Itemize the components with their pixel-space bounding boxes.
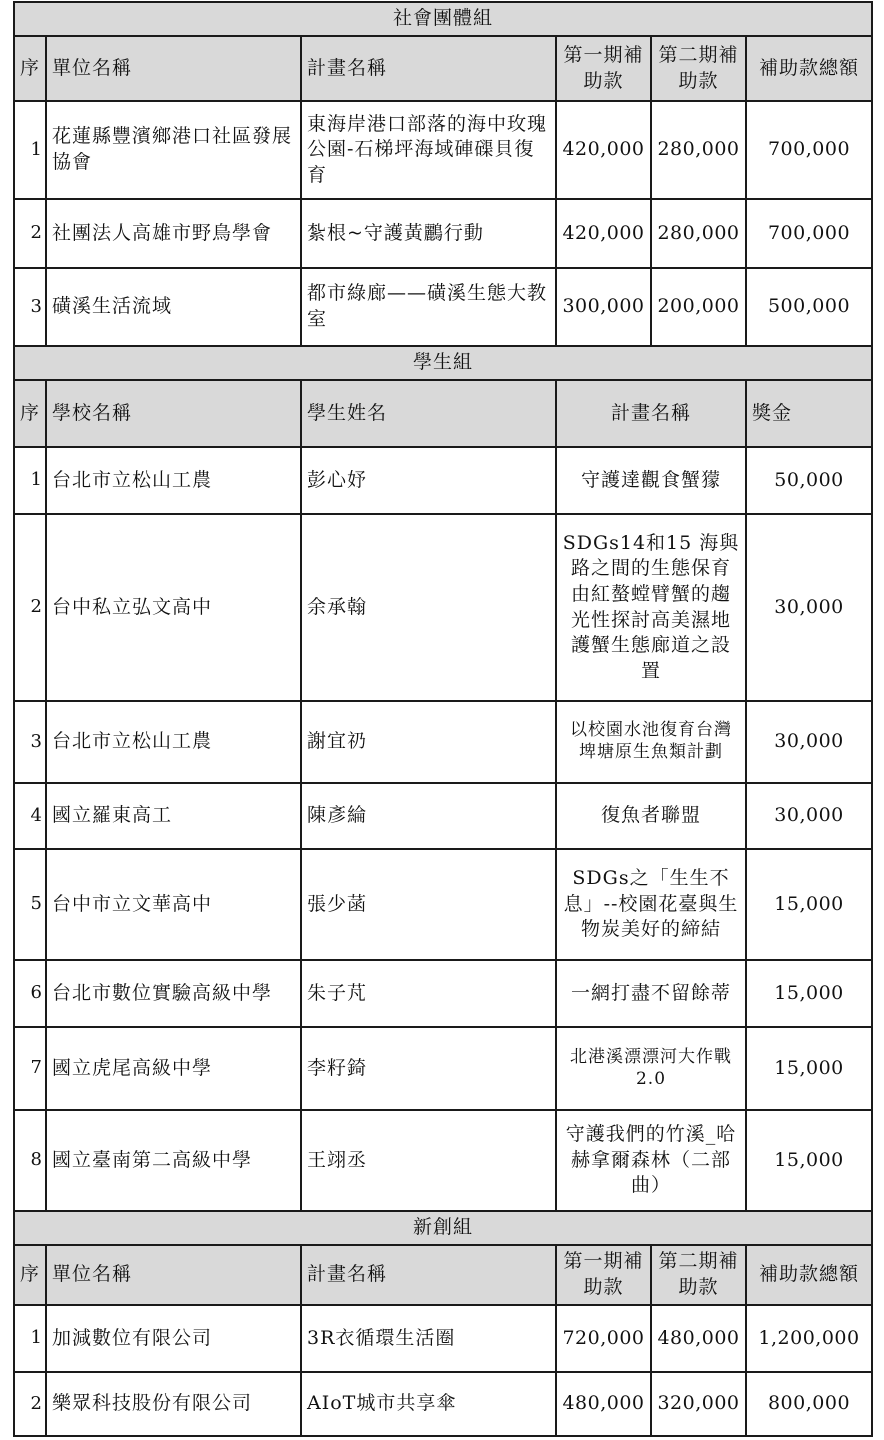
row-no: 1	[14, 101, 46, 199]
row-first: 480,000	[556, 1372, 651, 1436]
row-prize: 15,000	[746, 1110, 872, 1211]
row-school: 國立羅東高工	[46, 783, 301, 849]
row-student: 余承翰	[301, 514, 556, 701]
row-first: 300,000	[556, 268, 651, 346]
section-startup	[14, 1211, 872, 1245]
row-student: 彭心妤	[301, 447, 556, 514]
row-project: 東海岸港口部落的海中玫瑰公園-石梯坪海域硨磲貝復育	[301, 101, 556, 199]
row-no: 8	[14, 1110, 46, 1211]
row-total: 700,000	[746, 199, 872, 268]
row-student: 朱子芃	[301, 960, 556, 1027]
row-project: 守護達觀食蟹獴	[556, 447, 746, 514]
table-row	[14, 1110, 872, 1211]
row-no: 7	[14, 1027, 46, 1110]
row-school: 國立虎尾高級中學	[46, 1027, 301, 1110]
header-second: 第二期補助款	[651, 1245, 746, 1305]
row-no: 2	[14, 1372, 46, 1436]
header-project: 計畫名稱	[301, 1245, 556, 1305]
header-no: 序	[14, 1245, 46, 1305]
row-total: 1,200,000	[746, 1305, 872, 1372]
table-row	[14, 783, 872, 849]
row-student: 陳彥綸	[301, 783, 556, 849]
header-second: 第二期補助款	[651, 36, 746, 101]
row-prize: 50,000	[746, 447, 872, 514]
row-no: 3	[14, 701, 46, 783]
section-title: 社會團體組	[14, 2, 872, 36]
row-unit: 社團法人高雄市野鳥學會	[46, 199, 301, 268]
header-row	[14, 36, 872, 101]
row-school: 國立臺南第二高級中學	[46, 1110, 301, 1211]
table-row	[14, 960, 872, 1027]
header-project: 計畫名稱	[556, 380, 746, 447]
row-prize: 30,000	[746, 783, 872, 849]
row-second: 320,000	[651, 1372, 746, 1436]
row-no: 2	[14, 514, 46, 701]
row-second: 480,000	[651, 1305, 746, 1372]
table-row	[14, 701, 872, 783]
row-total: 800,000	[746, 1372, 872, 1436]
row-second: 280,000	[651, 101, 746, 199]
header-project: 計畫名稱	[301, 36, 556, 101]
row-first: 420,000	[556, 199, 651, 268]
row-no: 1	[14, 1305, 46, 1372]
row-total: 700,000	[746, 101, 872, 199]
section-title: 新創組	[14, 1211, 872, 1245]
row-prize: 30,000	[746, 701, 872, 783]
row-prize: 15,000	[746, 960, 872, 1027]
header-school: 學校名稱	[46, 380, 301, 447]
grant-table	[13, 1, 873, 1437]
row-no: 1	[14, 447, 46, 514]
table-row	[14, 1027, 872, 1110]
row-no: 3	[14, 268, 46, 346]
row-no: 5	[14, 849, 46, 960]
row-student: 張少菡	[301, 849, 556, 960]
row-project: 紮根~守護黃鸝行動	[301, 199, 556, 268]
row-prize: 15,000	[746, 849, 872, 960]
row-unit: 花蓮縣豐濱鄉港口社區發展協會	[46, 101, 301, 199]
row-first: 420,000	[556, 101, 651, 199]
row-project: 3R衣循環生活圈	[301, 1305, 556, 1372]
header-unit: 單位名稱	[46, 36, 301, 101]
section-students	[14, 346, 872, 380]
row-school: 台北市數位實驗高級中學	[46, 960, 301, 1027]
header-first: 第一期補助款	[556, 1245, 651, 1305]
table-row	[14, 849, 872, 960]
row-student: 謝宜礽	[301, 701, 556, 783]
row-unit: 樂眾科技股份有限公司	[46, 1372, 301, 1436]
row-school: 台中市立文華高中	[46, 849, 301, 960]
row-school: 台北市立松山工農	[46, 701, 301, 783]
row-project: 守護我們的竹溪_哈赫拿爾森林（二部曲）	[556, 1110, 746, 1211]
row-project: SDGs之「生生不息」--校園花臺與生物炭美好的締結	[556, 849, 746, 960]
header-no: 序	[14, 36, 46, 101]
table-row	[14, 447, 872, 514]
row-no: 2	[14, 199, 46, 268]
row-second: 200,000	[651, 268, 746, 346]
row-no: 4	[14, 783, 46, 849]
row-student: 李籽錡	[301, 1027, 556, 1110]
header-first: 第一期補助款	[556, 36, 651, 101]
header-total: 補助款總額	[746, 1245, 872, 1305]
row-second: 280,000	[651, 199, 746, 268]
row-prize: 30,000	[746, 514, 872, 701]
row-no: 6	[14, 960, 46, 1027]
row-project: 復魚者聯盟	[556, 783, 746, 849]
table-row	[14, 1305, 872, 1372]
row-first: 720,000	[556, 1305, 651, 1372]
row-project: 以校園水池復育台灣埤塘原生魚類計劃	[556, 701, 746, 783]
section-title: 學生組	[14, 346, 872, 380]
row-prize: 15,000	[746, 1027, 872, 1110]
row-project: 一網打盡不留餘蒂	[556, 960, 746, 1027]
table-row	[14, 1372, 872, 1436]
table-row	[14, 101, 872, 199]
row-unit: 磺溪生活流域	[46, 268, 301, 346]
header-total: 補助款總額	[746, 36, 872, 101]
header-prize: 獎金	[746, 380, 872, 447]
row-total: 500,000	[746, 268, 872, 346]
table-row	[14, 199, 872, 268]
table-row	[14, 268, 872, 346]
header-no: 序	[14, 380, 46, 447]
row-student: 王翊丞	[301, 1110, 556, 1211]
row-project: AIoT城市共享傘	[301, 1372, 556, 1436]
header-row	[14, 380, 872, 447]
row-school: 台中私立弘文高中	[46, 514, 301, 701]
row-school: 台北市立松山工農	[46, 447, 301, 514]
header-unit: 單位名稱	[46, 1245, 301, 1305]
row-project: SDGs14和15 海與路之間的生態保育由紅螯螳臂蟹的趨光性探討高美濕地護蟹生態廊道之設置	[556, 514, 746, 701]
row-project: 北港溪漂漂河大作戰2.0	[556, 1027, 746, 1110]
section-community	[14, 2, 872, 36]
table-row	[14, 514, 872, 701]
header-student: 學生姓名	[301, 380, 556, 447]
header-row	[14, 1245, 872, 1305]
row-project: 都市綠廊——磺溪生態大教室	[301, 268, 556, 346]
row-unit: 加減數位有限公司	[46, 1305, 301, 1372]
